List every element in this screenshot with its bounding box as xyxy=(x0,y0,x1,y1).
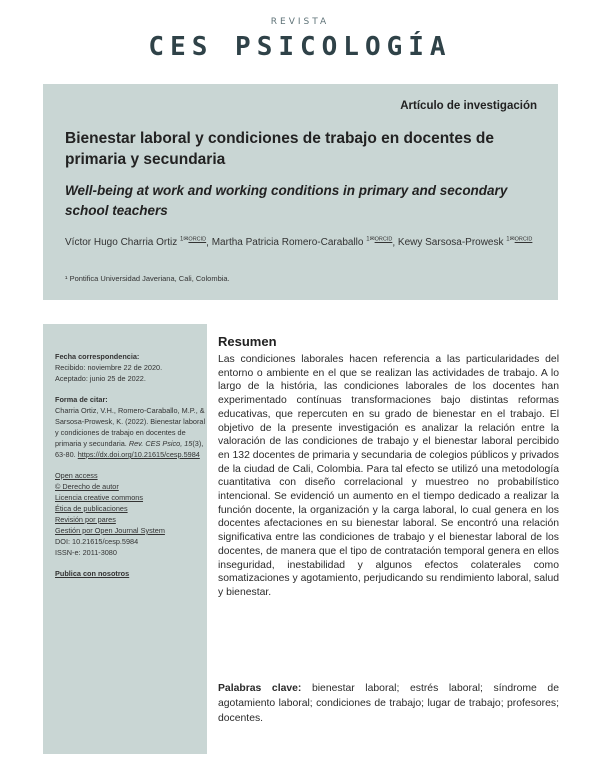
orcid-link[interactable]: ORCID xyxy=(374,237,393,243)
author-1 xyxy=(65,237,206,248)
article-title-english: Well-being at work and working conditions in primary and secondary school teachers xyxy=(65,183,508,218)
received-date: Recibido: noviembre 22 de 2020. xyxy=(55,363,163,372)
keywords-label: Palabras clave: xyxy=(218,683,302,694)
publication-ethics-link[interactable]: Ética de publicaciones xyxy=(55,504,128,513)
author-separator: , xyxy=(392,237,398,249)
affiliation-marker: 1 xyxy=(506,237,510,243)
revista-label: REVISTA xyxy=(270,17,330,27)
author-name: Kewy Sarsosa-Prowesk xyxy=(397,237,504,249)
open-access-link[interactable]: Open access xyxy=(55,471,98,480)
orcid-link[interactable]: ORCID xyxy=(188,237,207,243)
abstract-text: Las condiciones laborales hacen referencia a las particularidades del entorno o ambiente en el que se realizan las actividades de trabajo. A lo largo de la história, las condiciones laborales de los docentes han experimentado contínuas transformaciones bajo distintas reformas educativas, que repercuten en su grado de bienestar en el trabajo. El objetivo de la presente investigación es analizar la relación entre la valoración de las condiciones de trabajo y el bienestar laboral percibido en 132 docentes de primaria y secundaria de colegios públicos y privados de la ciudad de Cali, Colombia. Para tal efecto se utilizó una metodología cuantitativa con diseño correlacional y muestreo no probabilístico intencional. Se evidenció un aumento en el tiempo dedicado a realizar la función docente, la organización y la carga laboral, lo cual genera en los docentes afectaciones en su bienestar laboral. Se encontró una relación significativa entre las condiciones de trabajo y el bienestar laboral de los docentes, de manera que el tipo de contratación temporal genera en ellos inseguridad, inestabilidad y algunos efectos colaterales como somatizaciones y agotamiento, perjudicando su rendimiento laboral, salud y bienestar. xyxy=(218,354,559,598)
copyright-link[interactable]: © Derecho de autor xyxy=(55,482,119,491)
author-separator: , xyxy=(206,237,212,249)
accepted-date: Aceptado: junio 25 de 2022. xyxy=(55,374,146,383)
citation-body: Charria Ortiz, V.H., Romero-Caraballo, M.P., & Sarsosa-Prowesk, K. (2022). Bienestar laboral y condiciones de trabajo en docentes de primaria y secundaria. xyxy=(55,406,206,448)
keywords-paragraph xyxy=(218,681,559,726)
author-2 xyxy=(212,237,393,248)
affiliation-marker: 1 xyxy=(180,237,184,243)
author-name: Víctor Hugo Charria Ortiz xyxy=(65,237,178,249)
citation-text xyxy=(55,405,207,460)
citation-block xyxy=(55,394,207,460)
ojs-management-link[interactable]: Gestión por Open Journal System xyxy=(55,526,165,535)
cite-label: Forma de citar: xyxy=(55,395,108,404)
issn-text: ISSN-e: 2011-3080 xyxy=(55,548,117,557)
correspondence-label: Fecha correspondencia: xyxy=(55,352,140,361)
author-3 xyxy=(398,237,532,248)
citation-issue: (3), 63-80. xyxy=(55,439,204,459)
affiliation-marker: 1 xyxy=(366,237,370,243)
creative-commons-link[interactable]: Licencia creative commons xyxy=(55,493,144,502)
article-header-box xyxy=(43,84,558,300)
affiliation: ¹ Pontifica Universidad Javeriana, Cali, Colombia. xyxy=(65,274,230,283)
email-icon[interactable]: ✉ xyxy=(183,237,189,243)
keywords-list: bienestar laboral; estrés laboral; síndrome de agotamiento laboral; condiciones de trabajo; lugar de trabajo; profesores; docentes. xyxy=(218,683,559,724)
correspondence-dates xyxy=(55,351,207,384)
publish-with-us-link[interactable]: Publica con nosotros xyxy=(55,569,130,578)
orcid-link[interactable]: ORCID xyxy=(514,237,533,243)
journal-masthead xyxy=(0,0,600,80)
author-list xyxy=(65,234,540,249)
doi-text: DOI: 10.21615/cesp.5984 xyxy=(55,537,139,546)
citation-doi-link[interactable]: https://dx.doi.org/10.21615/cesp.5984 xyxy=(77,450,200,459)
abstract-heading: Resumen xyxy=(218,334,277,349)
publish-block xyxy=(55,568,207,579)
journal-title: CES PSICOLOGÍA xyxy=(148,32,452,62)
article-title-spanish: Bienestar laboral y condiciones de trabajo en docentes de primaria y secundaria xyxy=(65,130,494,168)
citation-journal: Rev. CES Psico, 15 xyxy=(128,439,193,448)
peer-review-link[interactable]: Revisión por pares xyxy=(55,515,116,524)
article-info-sidebar xyxy=(43,324,207,754)
author-name: Martha Patricia Romero-Caraballo xyxy=(211,237,364,249)
email-icon[interactable]: ✉ xyxy=(369,237,375,243)
license-links xyxy=(55,470,207,558)
email-icon[interactable]: ✉ xyxy=(509,237,515,243)
article-type: Artículo de investigación xyxy=(400,100,537,112)
